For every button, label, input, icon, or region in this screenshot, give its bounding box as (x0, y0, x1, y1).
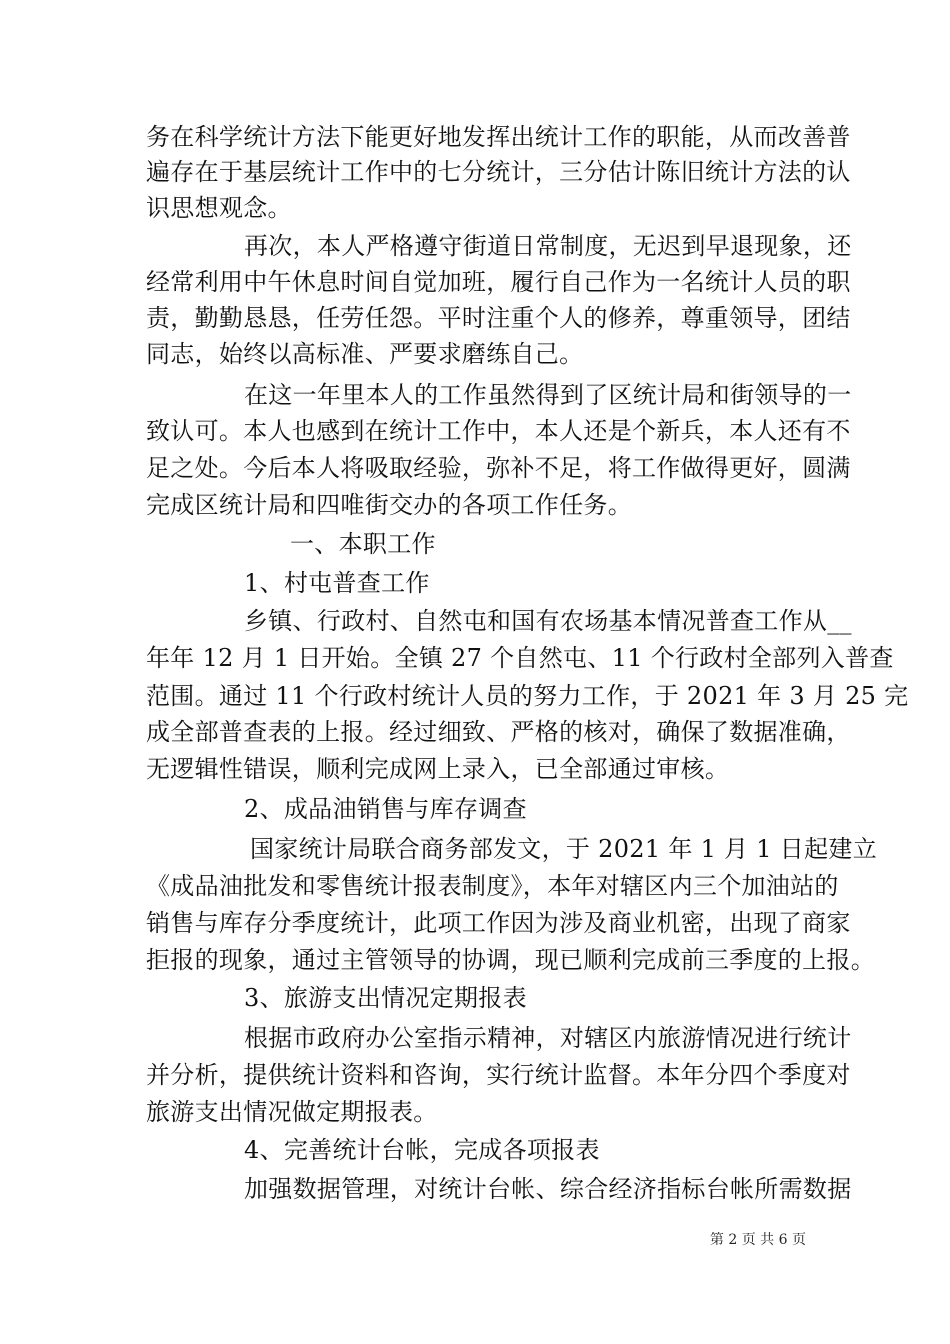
text-line: 同志，始终以高标准、严要求磨练自己。 (146, 340, 584, 368)
subsection-heading: 1、村屯普查工作 (244, 569, 430, 597)
text-line: 范围。通过 11 个行政村统计人员的努力工作，于 2021 年 3 月 25 完 (146, 682, 909, 710)
paragraph-first-line: 国家统计局联合商务部发文，于 2021 年 1 月 1 日起建立 (250, 835, 877, 863)
text-line: 成全部普查表的上报。经过细致、严格的核对，确保了数据准确， (146, 718, 851, 746)
text-line: 拒报的现象，通过主管领导的协调，现已顺利完成前三季度的上报。 (146, 946, 875, 974)
text-line: 足之处。今后本人将吸取经验，弥补不足，将工作做得更好，圆满 (146, 454, 851, 482)
paragraph-first-line: 在这一年里本人的工作虽然得到了区统计局和街领导的一 (244, 381, 852, 409)
text-line: 识思想观念。 (146, 194, 292, 222)
text-line: 致认可。本人也感到在统计工作中，本人还是个新兵，本人还有不 (146, 417, 851, 445)
text-line: 销售与库存分季度统计，此项工作因为涉及商业机密，出现了商家 (146, 909, 851, 937)
paragraph-first-line: 乡镇、行政村、自然屯和国有农场基本情况普查工作从__ (244, 607, 852, 635)
paragraph-first-line: 再次，本人严格遵守街道日常制度，无迟到早退现象，还 (244, 232, 852, 260)
text-line: 务在科学统计方法下能更好地发挥出统计工作的职能，从而改善普 (146, 123, 851, 151)
text-line: 并分析，提供统计资料和咨询，实行统计监督。本年分四个季度对 (146, 1061, 851, 1089)
text-line: 旅游支出情况做定期报表。 (146, 1098, 438, 1126)
page-number-footer: 第 2 页 共 6 页 (709, 1232, 806, 1248)
subsection-heading: 2、成品油销售与库存调查 (244, 795, 527, 823)
text-line: 《成品油批发和零售统计报表制度》，本年对辖区内三个加油站的 (146, 872, 839, 900)
text-line: 遍存在于基层统计工作中的七分统计，三分估计陈旧统计方法的认 (146, 158, 851, 186)
text-line: 无逻辑性错误，顺利完成网上录入，已全部通过审核。 (146, 755, 730, 783)
subsection-heading: 3、旅游支出情况定期报表 (244, 984, 527, 1012)
section-heading: 一、本职工作 (290, 530, 436, 558)
subsection-heading: 4、完善统计台帐，完成各项报表 (244, 1136, 600, 1164)
text-line: 经常利用中午休息时间自觉加班，履行自己作为一名统计人员的职 (146, 268, 851, 296)
text-line: 完成区统计局和四唯街交办的各项工作任务。 (146, 491, 632, 519)
text-line: 年年 12 月 1 日开始。全镇 27 个自然屯、11 个行政村全部列入普查 (146, 644, 894, 672)
text-line: 责，勤勤恳恳，任劳任怨。平时注重个人的修养，尊重领导，团结 (146, 304, 851, 332)
paragraph-first-line: 加强数据管理，对统计台帐、综合经济指标台帐所需数据 (244, 1175, 852, 1203)
paragraph-first-line: 根据市政府办公室指示精神，对辖区内旅游情况进行统计 (244, 1024, 852, 1052)
